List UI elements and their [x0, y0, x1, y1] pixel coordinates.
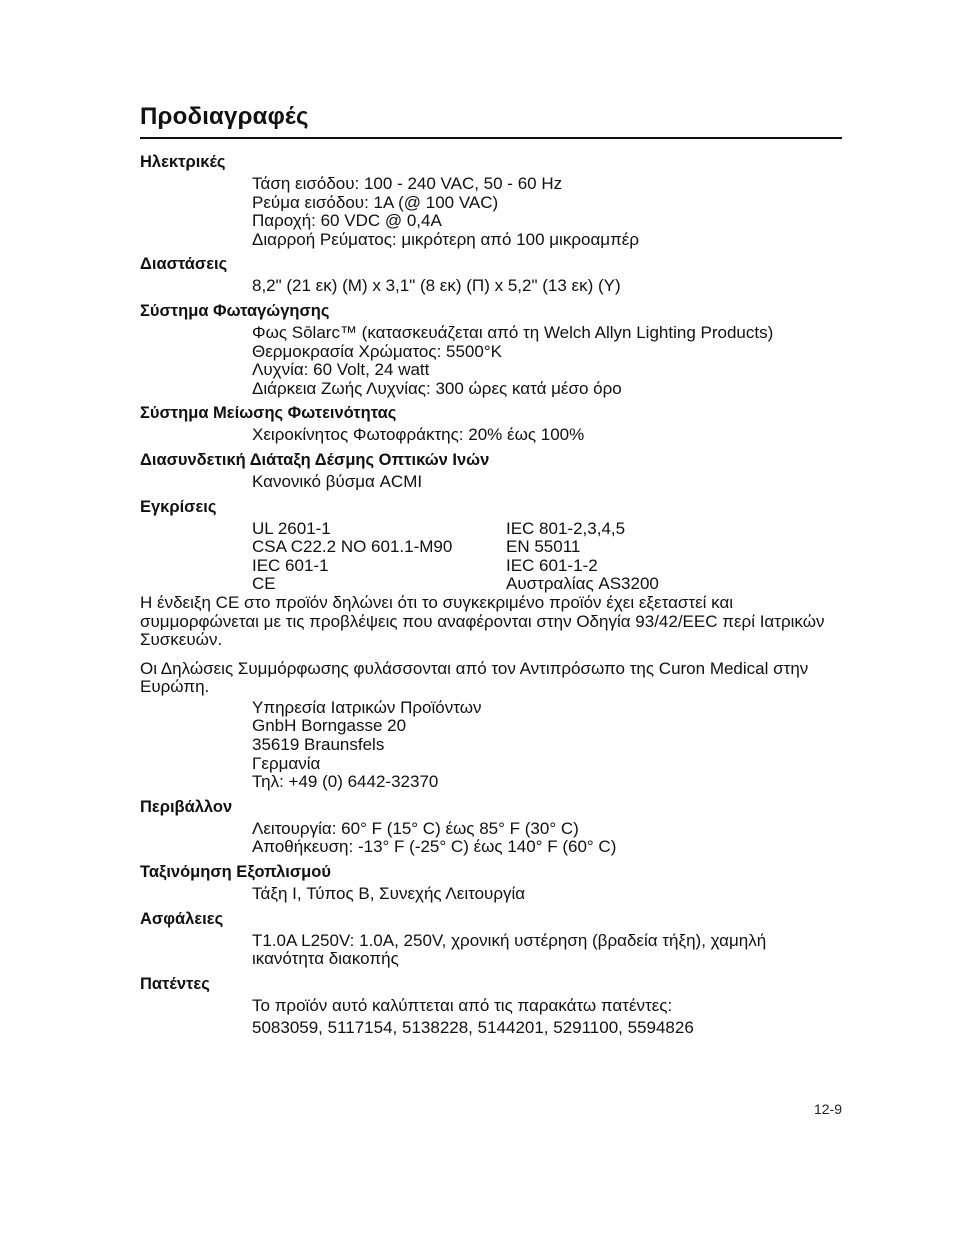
approval-item: EN 55011 — [506, 537, 581, 557]
section-dimensions — [140, 255, 842, 296]
page-title: Προδιαγραφές — [140, 103, 309, 130]
section-dimming — [140, 404, 842, 445]
representative-address — [140, 699, 842, 792]
approvals-grid — [140, 520, 842, 594]
section-body-dimming — [140, 426, 842, 445]
section-patents — [140, 975, 842, 1038]
approval-item: CSA C22.2 NO 601.1-M90 — [252, 537, 453, 557]
address-line: GnbH Borngasse 20 — [252, 716, 407, 736]
title-divider — [140, 137, 842, 139]
section-heading-dimensions: Διαστάσεις — [140, 255, 228, 274]
section-fuses — [140, 910, 842, 969]
ce-mark-paragraph: Η ένδειξη CE στο προϊόν δηλώνει ότι το συγκεκριμένο προϊόν έχει εξεταστεί και συμμορφώνεται με τις προβλέψεις που αναφέρονται στην Οδηγία 93/42/EEC περί Ιατρικών Συσκευών. — [140, 592, 825, 650]
spec-line: Θερμοκρασία Χρώματος: 5500°K — [252, 341, 502, 361]
section-electrical — [140, 153, 842, 249]
page-number: 12-9 — [813, 1101, 842, 1117]
section-fiber-connector — [140, 451, 842, 492]
section-body-dimensions — [140, 277, 842, 296]
patent-numbers: 5083059, 5117154, 5138228, 5144201, 5291100, 5594826 — [252, 1018, 694, 1038]
section-environment — [140, 798, 842, 857]
spec-line: Παροχή: 60 VDC @ 0,4A — [252, 211, 442, 231]
approval-item: IEC 601-1-2 — [506, 555, 598, 575]
spec-line: Το προϊόν αυτό καλύπτεται από τις παρακάτω πατέντες: — [252, 995, 673, 1015]
section-heading-patents: Πατέντες — [140, 974, 210, 993]
spec-line: Χειροκίνητος Φωτοφράκτης: 20% έως 100% — [252, 425, 585, 445]
section-heading-classification: Ταξινόμηση Εξοπλισμού — [140, 863, 331, 882]
section-body-lighting — [140, 324, 842, 398]
section-heading-environment: Περιβάλλον — [140, 797, 233, 816]
section-lighting — [140, 302, 842, 398]
section-heading-lighting: Σύστημα Φωταγώγησης — [140, 301, 330, 320]
approval-item: IEC 601-1 — [252, 555, 329, 575]
address-line: Γερμανία — [252, 753, 321, 773]
section-heading-electrical: Ηλεκτρικές — [140, 153, 226, 171]
section-heading-fiber-connector: Διασυνδετική Διάταξη Δέσμης Οπτικών Ινών — [140, 450, 490, 469]
spec-line: Τάξη I, Τύπος B, Συνεχής Λειτουργία — [252, 884, 526, 904]
spec-line: Κανονικό βύσμα ACMI — [252, 471, 423, 491]
spec-line: Ρεύμα εισόδου: 1A (@ 100 VAC) — [252, 192, 499, 212]
specifications-content — [140, 153, 842, 1044]
section-heading-approvals: Εγκρίσεις — [140, 497, 217, 516]
section-body-fiber-connector — [140, 473, 842, 492]
spec-line: Διαρροή Ρεύματος: μικρότερη από 100 μικροαμπέρ — [252, 229, 640, 249]
section-body-electrical — [140, 175, 842, 249]
address-line: Υπηρεσία Ιατρικών Προϊόντων — [252, 697, 482, 717]
section-body-fuses — [140, 932, 842, 969]
spec-line: Αποθήκευση: -13° F (-25° C) έως 140° F (60° C) — [252, 837, 617, 857]
approval-item: UL 2601-1 — [252, 518, 331, 538]
approval-item: IEC 801-2,3,4,5 — [506, 518, 626, 538]
spec-line: Λυχνία: 60 Volt, 24 watt — [252, 360, 430, 380]
spec-line: Διάρκεια Ζωής Λυχνίας: 300 ώρες κατά μέσο όρο — [252, 378, 622, 398]
section-heading-dimming: Σύστημα Μείωσης Φωτεινότητας — [140, 404, 397, 423]
spec-line: T1.0A L250V: 1.0A, 250V, χρονική υστέρηση (βραδεία τήξη), χαμηλή ικανότητα διακοπής — [252, 930, 767, 969]
approval-item: CE — [252, 574, 276, 594]
section-body-classification — [140, 885, 842, 904]
section-classification — [140, 863, 842, 904]
section-body-environment — [140, 820, 842, 857]
approval-item: Αυστραλίας AS3200 — [506, 574, 659, 594]
section-heading-fuses: Ασφάλειες — [140, 909, 224, 928]
address-line: Τηλ: +49 (0) 6442-32370 — [252, 772, 439, 792]
spec-line: Τάση εισόδου: 100 - 240 VAC, 50 - 60 Hz — [252, 174, 563, 193]
declaration-paragraph: Οι Δηλώσεις Συμμόρφωσης φυλάσσονται από τον Αντιπρόσωπο της Curon Medical στην Ευρώπη. — [140, 658, 809, 697]
spec-line: 8,2" (21 εκ) (Μ) x 3,1" (8 εκ) (Π) x 5,2" (13 εκ) (Υ) — [252, 276, 621, 296]
section-approvals — [140, 498, 842, 792]
spec-line: Λειτουργία: 60° F (15° C) έως 85° F (30° C) — [252, 818, 579, 838]
address-line: 35619 Braunsfels — [252, 735, 385, 755]
spec-line: Φως Sōlarc™ (κατασκευάζεται από τη Welch Allyn Lighting Products) — [252, 322, 774, 342]
section-body-patents — [140, 997, 842, 1038]
